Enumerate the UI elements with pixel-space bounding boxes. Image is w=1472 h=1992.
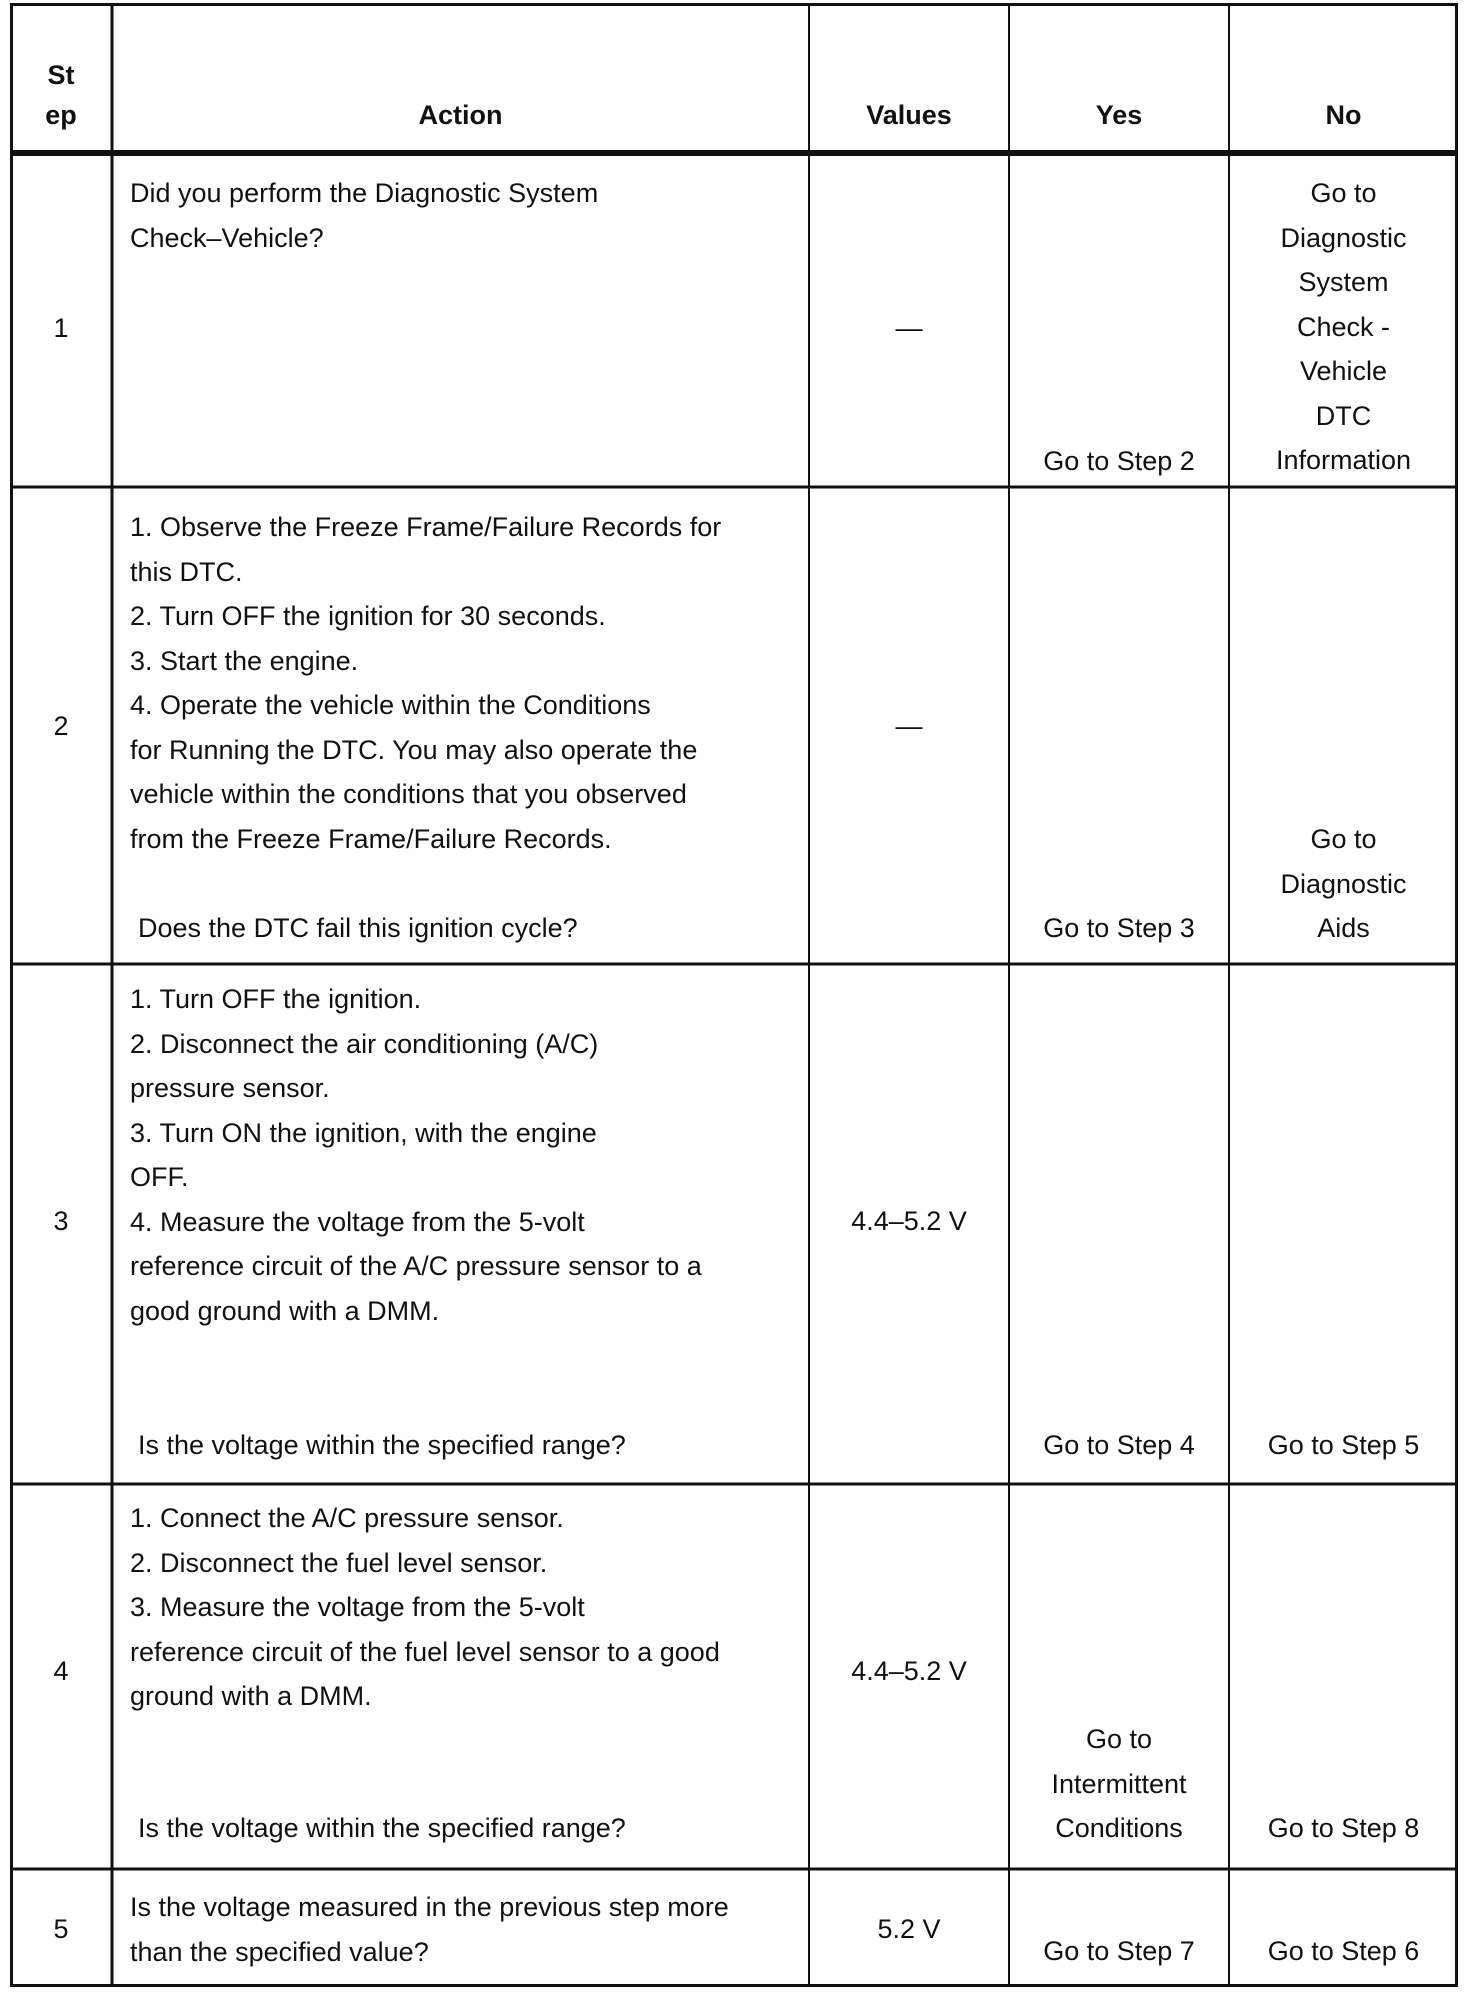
text-line[interactable]: Go to	[1310, 824, 1377, 854]
header-no: No	[1325, 100, 1362, 130]
text-line: pressure sensor.	[130, 1073, 330, 1103]
no-link[interactable]	[1229, 1423, 1458, 1468]
action-question: Is the voltage within the specified range?	[138, 1430, 626, 1460]
text-line[interactable]: Go to Step 7	[1043, 1936, 1195, 1966]
yes-link[interactable]	[1009, 439, 1229, 484]
step-number: 1	[53, 313, 69, 343]
value-cell: —	[895, 711, 923, 741]
text-line: 4. Operate the vehicle within the Conditions	[130, 690, 651, 720]
action-text	[130, 1885, 729, 1974]
text-line: 1. Connect the A/C pressure sensor.	[130, 1503, 564, 1533]
text-line: reference circuit of the fuel level sensor to a good	[130, 1636, 720, 1667]
yes-link[interactable]	[1009, 906, 1229, 951]
action-question: Does the DTC fail this ignition cycle?	[138, 913, 578, 943]
value-cell: 5.2 V	[877, 1914, 941, 1944]
text-line: than the specified value?	[130, 1936, 429, 1967]
text-line: from the Freeze Frame/Failure Records.	[130, 823, 612, 854]
step-number: 2	[53, 711, 69, 741]
text-line: Did you perform the Diagnostic System	[130, 178, 599, 208]
text-line: 3. Measure the voltage from the 5-volt	[130, 1592, 585, 1622]
no-link[interactable]	[1229, 817, 1458, 951]
action-question: Is the voltage within the specified range?	[138, 1813, 626, 1843]
header-yes: Yes	[1095, 100, 1143, 130]
value-cell: 4.4–5.2 V	[851, 1656, 967, 1686]
header-action: Action	[418, 100, 503, 130]
text-line: for Running the DTC. You may also operate the	[130, 734, 698, 765]
text-line: 4. Measure the voltage from the 5-volt	[130, 1206, 585, 1237]
text-line[interactable]: Check -	[1296, 311, 1391, 342]
text-line: 2. Disconnect the fuel level sensor.	[130, 1547, 548, 1578]
text-line[interactable]: DTC	[1315, 400, 1372, 431]
diagnostic-table	[10, 3, 1458, 1987]
text-line[interactable]: Conditions	[1055, 1813, 1183, 1843]
text-line: good ground with a DMM.	[130, 1295, 440, 1326]
text-line[interactable]: Go to	[1085, 1724, 1153, 1754]
header-step	[10, 55, 112, 135]
text-line[interactable]: Go to Step 5	[1267, 1430, 1420, 1460]
header-step-line2: ep	[45, 100, 77, 130]
text-line[interactable]: Diagnostic	[1280, 868, 1407, 899]
action-text	[130, 1496, 720, 1719]
text-line: 1. Turn OFF the ignition.	[130, 984, 422, 1014]
header-values: Values	[866, 100, 952, 130]
text-line[interactable]: Diagnostic	[1280, 222, 1407, 253]
yes-link[interactable]	[1009, 1717, 1229, 1851]
no-link[interactable]	[1229, 171, 1458, 483]
text-line: reference circuit of the A/C pressure sensor to a	[130, 1251, 702, 1281]
text-line: Is the voltage measured in the previous step more	[130, 1892, 729, 1922]
text-line: this DTC.	[130, 556, 243, 587]
text-line: 2. Turn OFF the ignition for 30 seconds.	[130, 601, 606, 631]
yes-link[interactable]	[1009, 1929, 1229, 1974]
text-line: ground with a DMM.	[130, 1681, 372, 1711]
step-number: 3	[53, 1206, 69, 1236]
text-line[interactable]: Go to Step 8	[1267, 1813, 1420, 1843]
value-cell: 4.4–5.2 V	[851, 1206, 967, 1236]
text-line: 3. Start the engine.	[130, 645, 359, 676]
text-line: 3. Turn ON the ignition, with the engine	[130, 1117, 597, 1148]
text-line: Check–Vehicle?	[130, 222, 324, 253]
text-line[interactable]: System	[1298, 267, 1389, 297]
text-line[interactable]: Go to	[1310, 178, 1377, 208]
action-text	[130, 977, 702, 1333]
text-line[interactable]: Go to Step 3	[1043, 913, 1195, 943]
text-line: 2. Disconnect the air conditioning (A/C)	[130, 1028, 599, 1059]
text-line[interactable]: Go to Step 4	[1043, 1430, 1195, 1460]
header-step-line1: St	[47, 60, 75, 90]
action-text	[130, 505, 721, 861]
no-link[interactable]	[1229, 1806, 1458, 1851]
text-line[interactable]: Vehicle	[1299, 356, 1388, 386]
text-line: OFF.	[130, 1162, 189, 1192]
text-line[interactable]: Go to Step 2	[1043, 446, 1195, 476]
action-text	[130, 171, 598, 260]
yes-link[interactable]	[1009, 1423, 1229, 1468]
value-cell: —	[895, 313, 923, 343]
step-number: 5	[53, 1914, 69, 1944]
text-line[interactable]: Intermittent	[1051, 1768, 1187, 1799]
no-link[interactable]	[1229, 1929, 1458, 1974]
text-line[interactable]: Information	[1275, 445, 1412, 475]
text-line[interactable]: Aids	[1317, 913, 1370, 943]
text-line: 1. Observe the Freeze Frame/Failure Records for	[130, 512, 722, 542]
text-line[interactable]: Go to Step 6	[1267, 1936, 1420, 1966]
step-number: 4	[53, 1656, 69, 1686]
text-line: vehicle within the conditions that you observed	[130, 779, 687, 809]
